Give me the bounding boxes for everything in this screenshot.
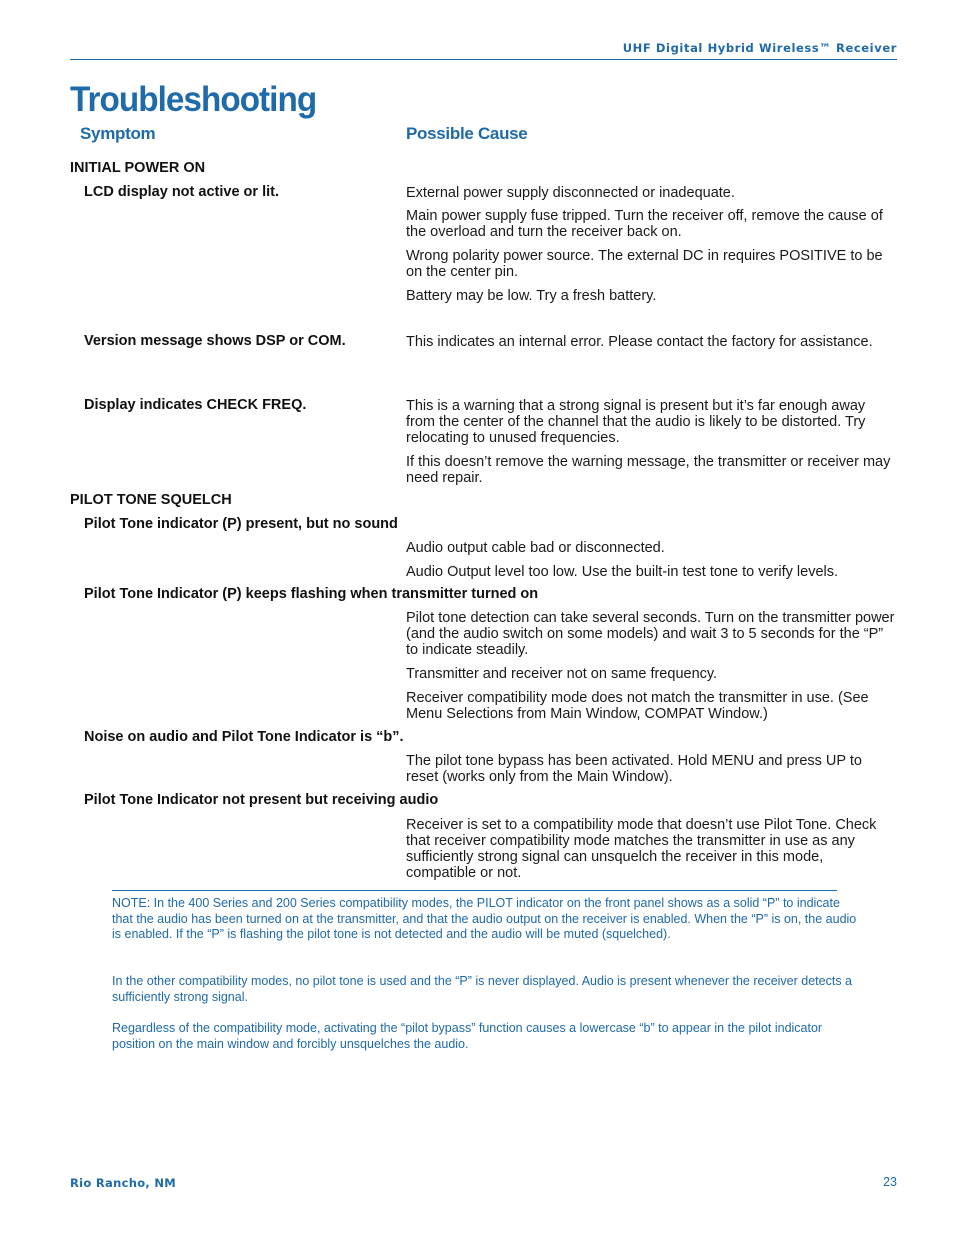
cause-noise-b-1: The pilot tone bypass has been activated. Hold MENU and press UP to reset (works only from the Main Window).	[406, 753, 862, 785]
cause-pilot-no-sound-1: Audio output cable bad or disconnected.	[406, 540, 665, 556]
section-pilot-tone-squelch: PILOT TONE SQUELCH	[70, 492, 232, 508]
cause-lcd-1: External power supply disconnected or inadequate.	[406, 185, 735, 201]
note-paragraph-3: Regardless of the compatibility mode, activating the “pilot bypass” function causes a lowercase “b” to appear in the pilot indicator position on the main window and forcibly unsquelches the audio.	[112, 1021, 823, 1051]
page-title: Troubleshooting	[70, 80, 317, 119]
cause-column-heading: Possible Cause	[406, 124, 528, 143]
cause-version-1: This indicates an internal error. Please contact the factory for assistance.	[406, 334, 873, 350]
note-paragraph-2: In the other compatibility modes, no pilot tone is used and the “P” is never displayed. Audio is present whenever the receiver detects a sufficiently strong signal.	[112, 974, 852, 1004]
cause-pilot-flashing-3: Receiver compatibility mode does not match the transmitter in use. (See Menu Selections from Main Window, COMPAT Window.)	[406, 690, 869, 722]
footer-location: Rio Rancho, NM	[70, 1176, 177, 1190]
page-number: 23	[883, 1175, 897, 1189]
cause-check-freq-1: This is a warning that a strong signal is present but it’s far enough away from the center of the channel that the audio is likely to be distorted. Try relocating to unused frequencies.	[406, 398, 866, 446]
symptom-lcd: LCD display not active or lit.	[84, 184, 279, 200]
cause-pilot-flashing-1: Pilot tone detection can take several seconds. Turn on the transmitter power (and the audio switch on some models) and wait 3 to 5 seconds for the “P” to indicate steadily.	[406, 610, 895, 658]
section-initial-power-on: INITIAL POWER ON	[70, 160, 206, 176]
symptom-noise-b: Noise on audio and Pilot Tone Indicator is “b”.	[84, 729, 404, 745]
note-paragraph-1: NOTE: In the 400 Series and 200 Series compatibility modes, the PILOT indicator on the front panel shows as a solid “P” to indicate that the audio has been turned on at the transmitter, and that the audio output on the receiver is enabled. When the “P” is on, the audio is enabled. If the “P” is flashing the pilot tone is not detected and the audio will be muted (squelched).	[112, 896, 857, 941]
cause-check-freq-2: If this doesn’t remove the warning message, the transmitter or receiver may need repair.	[406, 454, 891, 486]
cause-pilot-flashing-2: Transmitter and receiver not on same frequency.	[406, 666, 718, 682]
cause-lcd-3: Wrong polarity power source. The external DC in requires POSITIVE to be on the center pin.	[406, 248, 883, 280]
symptom-pilot-no-sound: Pilot Tone indicator (P) present, but no sound	[84, 516, 398, 532]
symptom-column-heading: Symptom	[80, 124, 156, 143]
cause-pilot-not-present-1: Receiver is set to a compatibility mode that doesn’t use Pilot Tone. Check that receiver compatibility mode matches the transmitter in use as any sufficiently strong signal can unsquelch the receiver in this mode, compatible or not.	[406, 817, 877, 881]
header-divider	[70, 59, 897, 60]
cause-lcd-4: Battery may be low. Try a fresh battery.	[406, 288, 657, 304]
cause-pilot-no-sound-2: Audio Output level too low. Use the built-in test tone to verify levels.	[406, 564, 839, 580]
symptom-pilot-not-present: Pilot Tone Indicator not present but receiving audio	[84, 792, 439, 808]
symptom-pilot-flashing: Pilot Tone Indicator (P) keeps flashing when transmitter turned on	[84, 586, 539, 602]
symptom-version: Version message shows DSP or COM.	[84, 333, 346, 349]
cause-lcd-2: Main power supply fuse tripped. Turn the receiver off, remove the cause of the overload and turn the receiver back on.	[406, 208, 883, 240]
running-header: UHF Digital Hybrid Wireless™ Receiver	[622, 41, 897, 55]
note-divider	[112, 890, 837, 891]
symptom-check-freq: Display indicates CHECK FREQ.	[84, 397, 307, 413]
